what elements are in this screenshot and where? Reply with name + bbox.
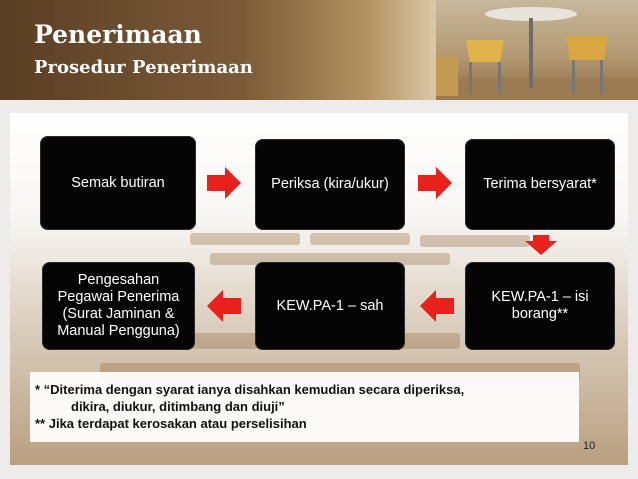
step-kewpa1-sah [255, 262, 405, 350]
header-photo-chairs [436, 0, 638, 100]
slide-header [0, 0, 638, 100]
footnote-line-3: ** Jika terdapat kerosakan atau perselisihan [35, 416, 307, 431]
arrow-right-icon [207, 167, 241, 199]
step-label: Terima bersyarat* [483, 176, 597, 192]
arrow-left-icon [207, 290, 241, 322]
footnote-line-2: dikira, diukur, ditimbang dan diuji” [71, 399, 285, 414]
footnote-line-1: * “Diterima dengan syarat ianya disahkan kemudian secara diperiksa, [35, 382, 465, 397]
arrow-left-icon [420, 290, 454, 322]
page-number: 10 [583, 440, 596, 452]
step-label: KEW.PA-1 – sah [276, 297, 384, 314]
background-desk [190, 233, 300, 245]
slide-subtitle: Prosedur Penerimaan [34, 57, 253, 78]
step-semak-butiran [40, 136, 196, 230]
step-label-line: Pegawai Penerima [57, 289, 180, 305]
step-label-line: borang** [511, 306, 569, 322]
step-label-line: Pengesahan [77, 272, 160, 288]
background-desk [310, 233, 410, 245]
step-label-line: KEW.PA-1 – isi [491, 289, 589, 305]
step-terima-bersyarat [465, 139, 615, 230]
step-pengesahan [42, 262, 195, 350]
step-label-line: Manual Pengguna) [57, 323, 180, 339]
step-label-line: (Surat Jaminan & [62, 306, 175, 322]
footnote-box [30, 372, 579, 442]
arrow-down-icon [525, 235, 557, 255]
arrow-right-icon [418, 167, 452, 199]
slide-title: Penerimaan [34, 20, 202, 49]
chairs-illustration [436, 0, 638, 100]
background-desk [420, 235, 530, 247]
step-label: Periksa (kira/ukur) [271, 176, 389, 192]
step-label: Semak butiran [71, 174, 165, 191]
step-periksa [255, 139, 405, 230]
step-kewpa1-isi-borang [465, 262, 615, 350]
